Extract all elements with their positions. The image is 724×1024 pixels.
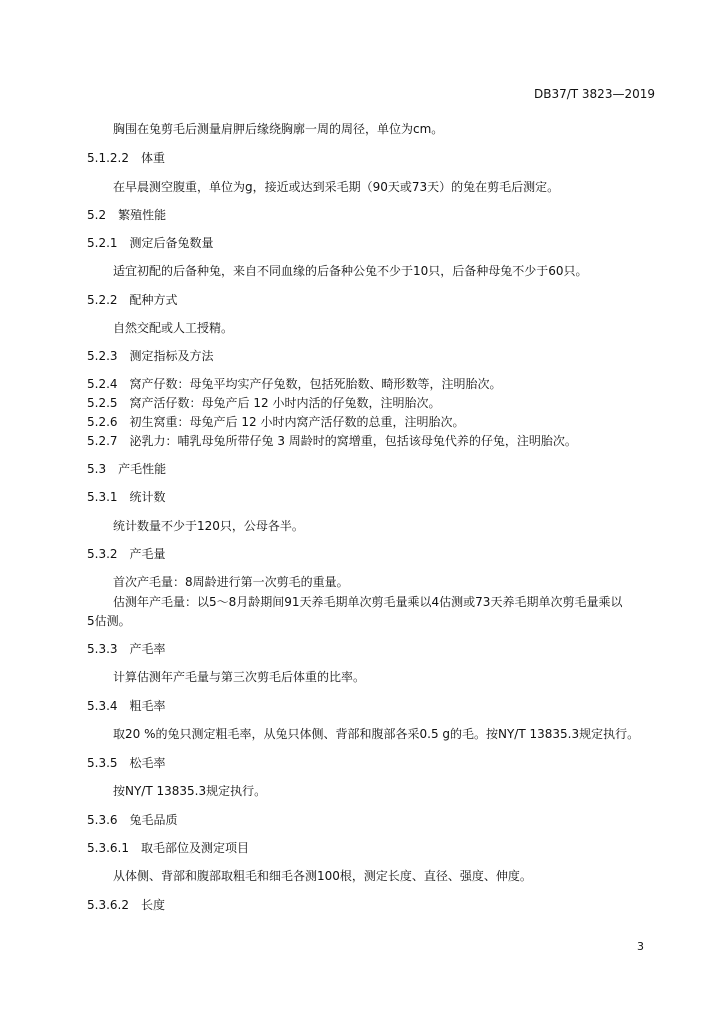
heading-5-3 bbox=[87, 461, 166, 477]
section-title: 产毛性能 bbox=[118, 462, 167, 476]
section-number: 5.2.6 bbox=[87, 415, 118, 429]
paragraph-body-weight: 在早晨测空腹重，单位为g，接近或达到采毛期（90天或73天）的兔在剪毛后测定。 bbox=[113, 180, 560, 194]
paragraph-mating-method: 自然交配或人工授精。 bbox=[113, 321, 234, 335]
item-text: 窝产仔数：母兔平均实产仔兔数，包括死胎数、畸形数等，注明胎次。 bbox=[129, 377, 502, 391]
section-number: 5.2.3 bbox=[87, 349, 118, 363]
paragraph-chest-girth: 胸围在兔剪毛后测量肩胛后缘绕胸廓一周的周径，单位为cm。 bbox=[113, 122, 444, 136]
paragraph-coarse-hair-rate: 取20 %的兔只测定粗毛率，从兔只体侧、背部和腹部各采0.5 g的毛。按NY/T 13835.3规定执行。 bbox=[113, 727, 640, 741]
item-5-2-6 bbox=[87, 414, 464, 430]
section-title: 取毛部位及测定项目 bbox=[140, 841, 249, 855]
section-title: 粗毛率 bbox=[129, 699, 166, 713]
section-title: 繁殖性能 bbox=[118, 208, 167, 222]
paragraph-annual-yield-line2: 5估测。 bbox=[87, 614, 131, 628]
section-number: 5.2.4 bbox=[87, 377, 118, 391]
paragraph-wool-rate: 计算估测年产毛量与第三次剪毛后体重的比率。 bbox=[113, 670, 366, 684]
section-title: 产毛量 bbox=[129, 547, 166, 561]
item-5-2-4 bbox=[87, 376, 502, 392]
page-number: 3 bbox=[637, 940, 644, 953]
item-5-2-7 bbox=[87, 433, 577, 449]
heading-5-3-6 bbox=[87, 812, 178, 828]
paragraph-first-shearing: 首次产毛量：8周龄进行第一次剪毛的重量。 bbox=[113, 575, 349, 589]
section-number: 5.3.1 bbox=[87, 490, 118, 504]
section-title: 产毛率 bbox=[129, 642, 166, 656]
paragraph-count: 统计数量不少于120只，公母各半。 bbox=[113, 519, 304, 533]
paragraph-annual-yield-line1: 估测年产毛量：以5～8月龄期间91天养毛期单次剪毛量乘以4估测或73天养毛期单次剪毛量乘以 bbox=[113, 595, 623, 609]
section-number: 5.3.2 bbox=[87, 547, 118, 561]
heading-5-3-5 bbox=[87, 755, 166, 771]
paragraph-sampling: 从体侧、背部和腹部取粗毛和细毛各测100根，测定长度、直径、强度、伸度。 bbox=[113, 869, 532, 883]
heading-5-3-3 bbox=[87, 641, 166, 657]
heading-5-3-4 bbox=[87, 698, 166, 714]
section-number: 5.2 bbox=[87, 208, 107, 222]
section-number: 5.2.7 bbox=[87, 434, 118, 448]
paragraph-loose-hair-rate: 按NY/T 13835.3规定执行。 bbox=[113, 784, 267, 798]
heading-5-3-2 bbox=[87, 546, 166, 562]
document-code: DB37/T 3823—2019 bbox=[533, 87, 655, 101]
section-title: 长度 bbox=[140, 898, 165, 912]
heading-5-1-2-2 bbox=[87, 150, 165, 166]
item-5-2-5 bbox=[87, 395, 440, 411]
heading-5-2 bbox=[87, 207, 166, 223]
section-title: 体重 bbox=[140, 151, 165, 165]
section-number: 5.2.1 bbox=[87, 236, 118, 250]
section-number: 5.3.4 bbox=[87, 699, 118, 713]
section-number: 5.3.6 bbox=[87, 813, 118, 827]
item-text: 窝产活仔数：母兔产后 12 小时内活的仔兔数，注明胎次。 bbox=[129, 396, 441, 410]
heading-5-3-6-1 bbox=[87, 840, 249, 856]
section-title: 兔毛品质 bbox=[129, 813, 178, 827]
item-text: 泌乳力：哺乳母兔所带仔兔 3 周龄时的窝增重，包括该母兔代养的仔兔，注明胎次。 bbox=[129, 434, 577, 448]
section-number: 5.3.3 bbox=[87, 642, 118, 656]
heading-5-2-2 bbox=[87, 292, 178, 308]
section-number: 5.1.2.2 bbox=[87, 151, 129, 165]
heading-5-3-1 bbox=[87, 489, 166, 505]
section-title: 松毛率 bbox=[129, 756, 166, 770]
heading-5-3-6-2 bbox=[87, 897, 165, 913]
heading-5-2-3 bbox=[87, 348, 214, 364]
paragraph-reserve-rabbits: 适宜初配的后备种兔，来自不同血缘的后备种公兔不少于10只，后备种母兔不少于60只。 bbox=[113, 264, 588, 278]
section-number: 5.2.2 bbox=[87, 293, 118, 307]
section-title: 测定后备兔数量 bbox=[129, 236, 214, 250]
section-title: 配种方式 bbox=[129, 293, 178, 307]
section-number: 5.3.6.2 bbox=[87, 898, 129, 912]
section-title: 测定指标及方法 bbox=[129, 349, 214, 363]
heading-5-2-1 bbox=[87, 235, 214, 251]
section-title: 统计数 bbox=[129, 490, 166, 504]
item-text: 初生窝重：母兔产后 12 小时内窝产活仔数的总重，注明胎次。 bbox=[129, 415, 465, 429]
section-number: 5.3.5 bbox=[87, 756, 118, 770]
section-number: 5.3.6.1 bbox=[87, 841, 129, 855]
section-number: 5.2.5 bbox=[87, 396, 118, 410]
section-number: 5.3 bbox=[87, 462, 107, 476]
